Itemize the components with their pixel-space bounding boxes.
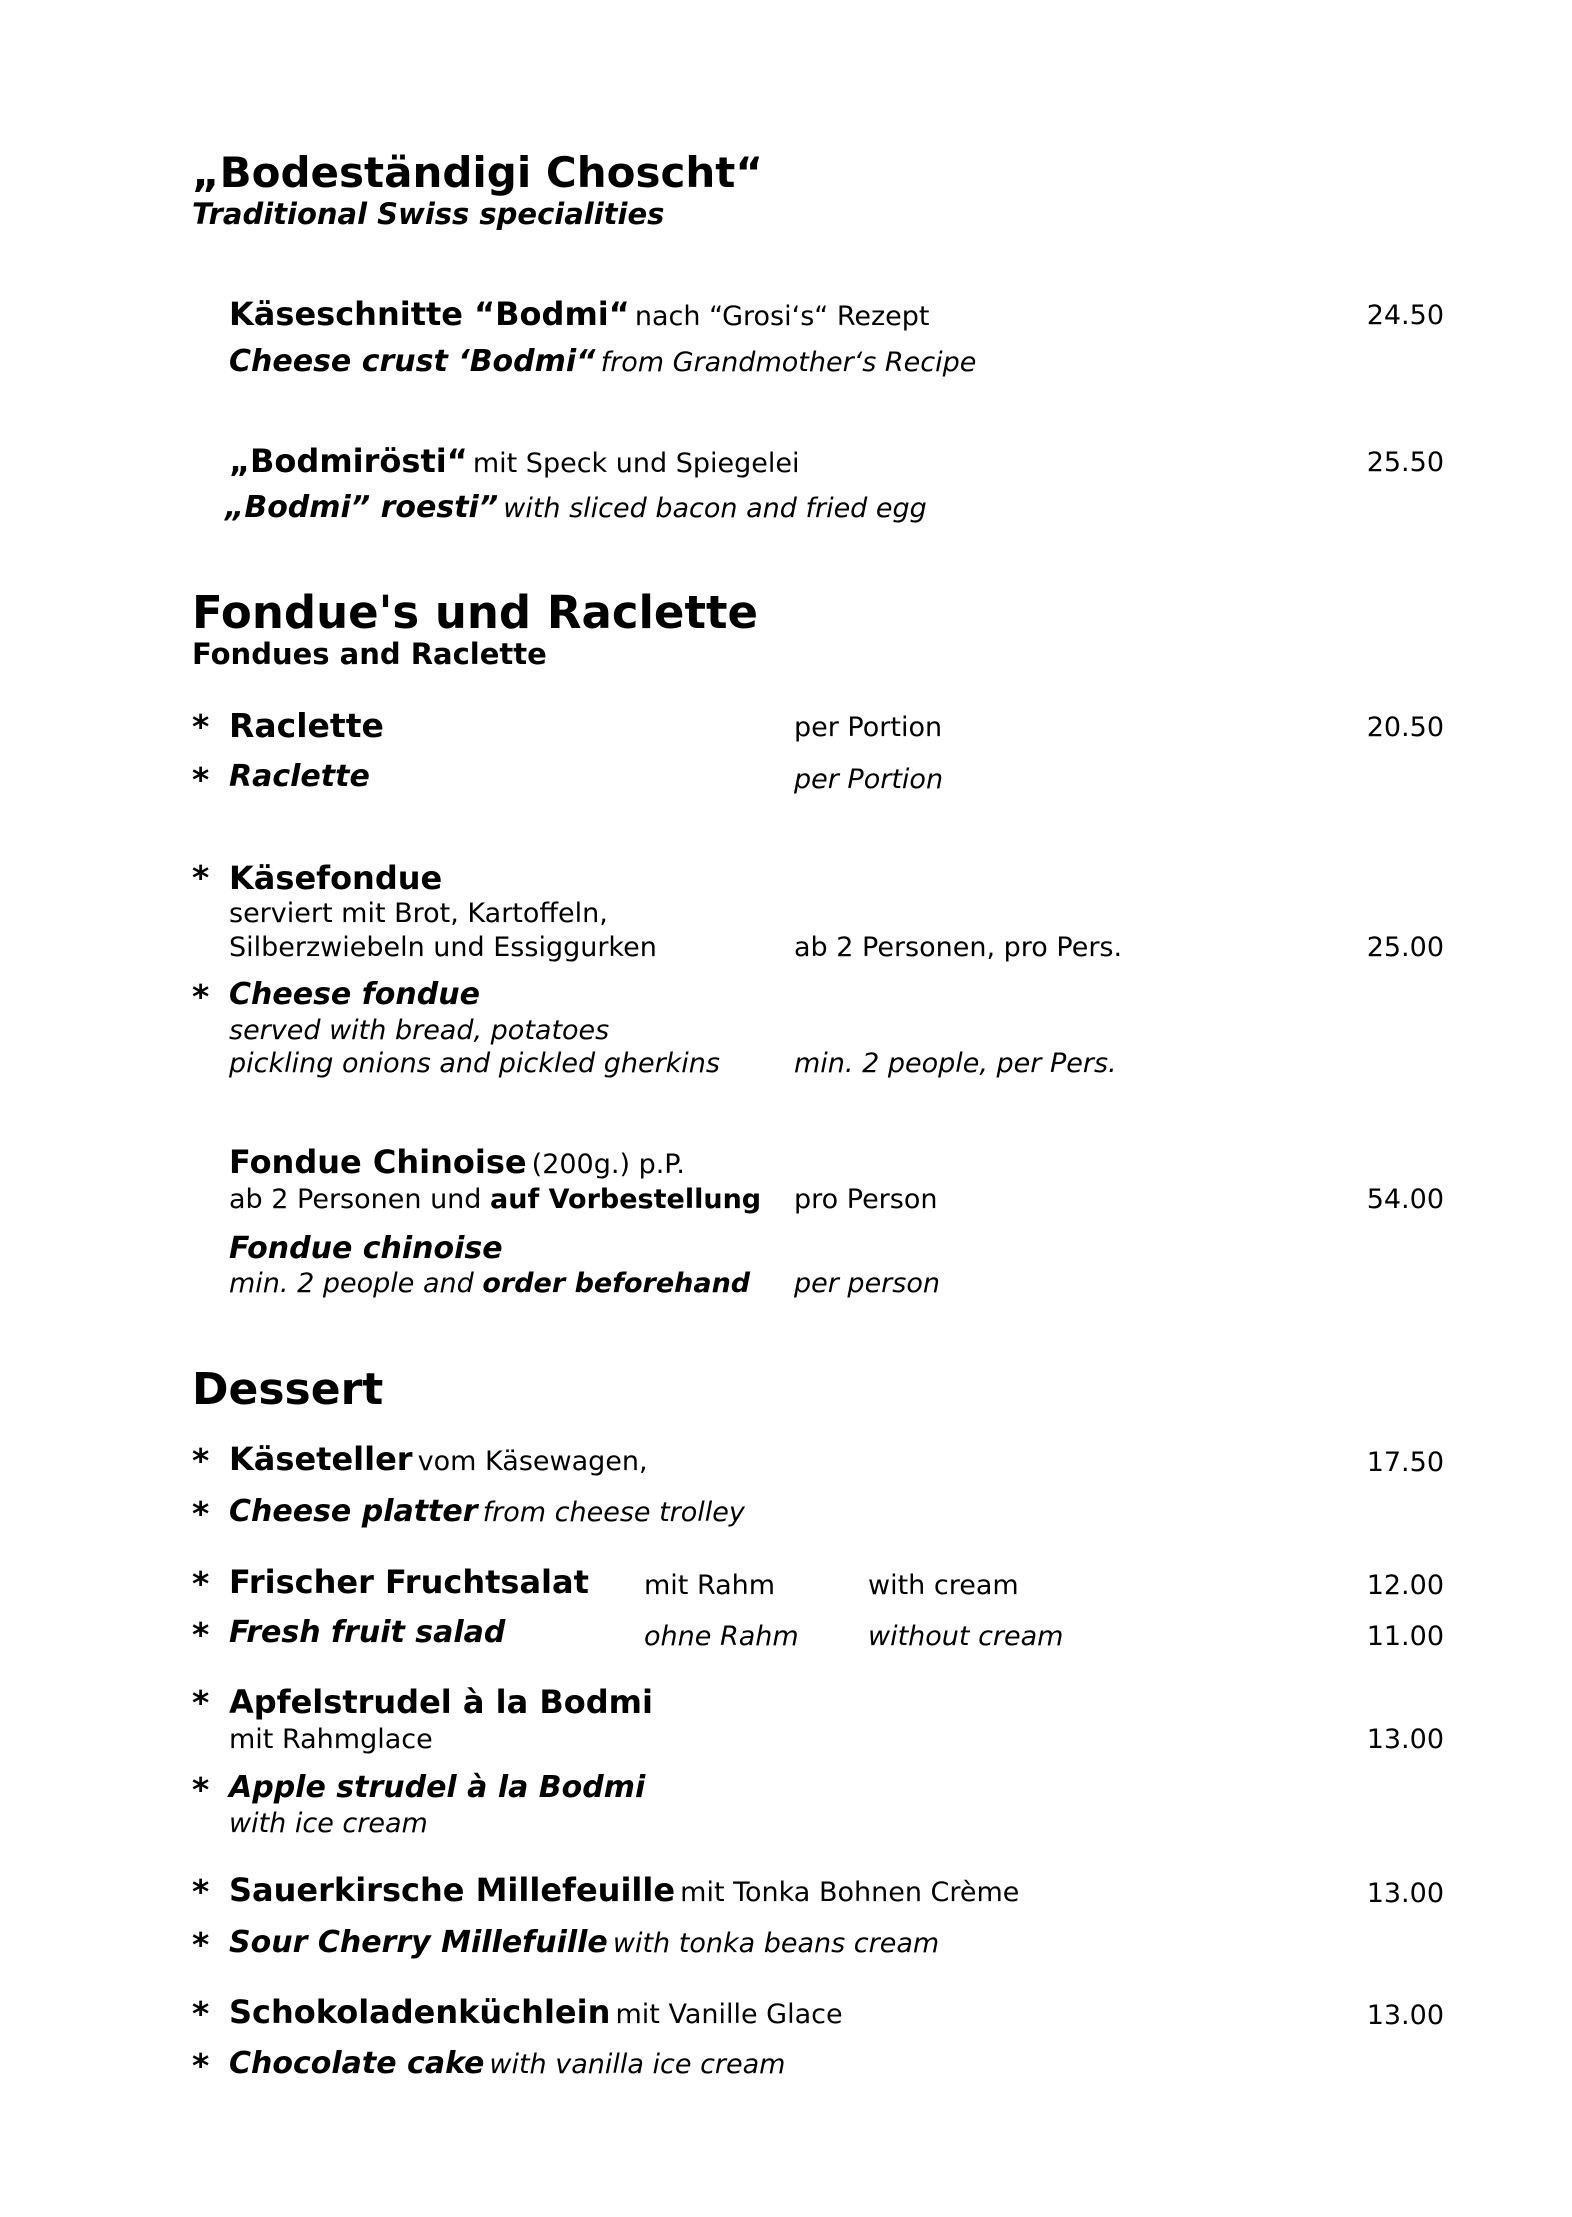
opt-mit-rahm: mit Rahm [644, 1570, 776, 1601]
desc-part: min. 2 people and [229, 1268, 474, 1299]
desc-kaesefondue-line1: serviert mit Brot, Kartoffeln, [229, 898, 608, 929]
star-marker: * [192, 858, 210, 897]
item-desc: mit Speck und Spiegelei [472, 448, 800, 479]
unit-kaesefondue-de: ab 2 Personen, pro Pers. [794, 932, 1123, 963]
opt-ohne-rahm: ohne Rahm [644, 1621, 799, 1652]
menu-item-strudel-de: Apfelstrudel à la Bodmi [229, 1683, 653, 1721]
star-marker: * [192, 1564, 210, 1603]
item-desc: vom Käsewagen, [417, 1446, 648, 1477]
opt-without-cream: without cream [868, 1621, 1064, 1652]
star-marker: * [192, 707, 210, 746]
star-marker: * [192, 760, 210, 799]
star-marker: * [192, 1994, 210, 2033]
item-name: Käseteller [229, 1440, 413, 1478]
desc-cheesefondue-line2: pickling onions and pickled gherkins [229, 1048, 720, 1079]
price-fruchtsalat-ohne: 11.00 [1366, 1621, 1444, 1652]
unit-chinoise-en: per person [794, 1268, 940, 1299]
unit-raclette-de: per Portion [794, 712, 943, 743]
item-name: Schokoladenküchlein [229, 1993, 611, 2031]
item-name: Sauerkirsche Millefeuille [229, 1871, 676, 1909]
star-marker: * [192, 1441, 210, 1480]
price-strudel: 13.00 [1366, 1724, 1444, 1755]
menu-item-chinoise-en: Fondue chinoise [229, 1231, 503, 1266]
item-desc: nach “Grosi‘s“ Rezept [634, 301, 930, 332]
menu-item-millefeuille-de [229, 1871, 1020, 1909]
menu-item-fruchtsalat-de: Frischer Fruchtsalat [229, 1563, 589, 1601]
price-raclette: 20.50 [1366, 712, 1444, 743]
price-roesti: 25.50 [1366, 447, 1444, 478]
menu-item-raclette-de: Raclette [229, 706, 384, 745]
star-marker: * [192, 1770, 210, 1809]
price-fruchtsalat-mit: 12.00 [1366, 1570, 1444, 1601]
item-desc: from Grandmother‘s Recipe [600, 347, 977, 378]
menu-item-kaeseschnitte-en [229, 344, 977, 379]
item-name: Sour Cherry Millefuille [229, 1925, 608, 1960]
price-kuechlein: 13.00 [1366, 2000, 1444, 2031]
menu-item-kaeseteller-de [229, 1440, 648, 1478]
unit-raclette-en: per Portion [794, 764, 944, 795]
item-name: Cheese platter [229, 1494, 478, 1529]
desc-chinoise-de [229, 1186, 761, 1213]
item-name: Fondue Chinoise [229, 1143, 527, 1181]
menu-item-kuechlein-en [229, 2046, 786, 2081]
menu-item-kuechlein-de [229, 1993, 843, 2031]
item-name: „Bodmirösti“ [229, 442, 468, 480]
item-desc: with sliced bacon and fried egg [503, 493, 927, 524]
menu-item-kaesefondue-de: Käsefondue [229, 859, 443, 897]
price-chinoise: 54.00 [1366, 1184, 1444, 1215]
price-kaeseteller: 17.50 [1366, 1447, 1444, 1478]
star-marker: * [192, 1683, 210, 1722]
star-marker: * [192, 1615, 210, 1654]
desc-kaesefondue-line2: Silberzwiebeln und Essiggurken [229, 932, 657, 963]
star-marker: * [192, 2046, 210, 2085]
desc-strudel-de: mit Rahmglace [229, 1724, 433, 1755]
menu-item-kaeseschnitte-de [229, 295, 930, 333]
item-name: Cheese crust ‘Bodmi“ [229, 344, 596, 379]
menu-item-raclette-en: Raclette [229, 759, 370, 794]
unit-kaesefondue-en: min. 2 people, per Pers. [794, 1048, 1117, 1079]
section-subtitle-traditional: Traditional Swiss specialities [192, 197, 665, 231]
desc-cheesefondue-line1: served with bread, potatoes [229, 1015, 610, 1046]
unit-chinoise-de: pro Person [794, 1184, 938, 1215]
price-millefeuille: 13.00 [1366, 1878, 1444, 1909]
menu-item-fruchtsalat-en: Fresh fruit salad [229, 1615, 506, 1650]
item-desc: from cheese trolley [482, 1497, 745, 1528]
item-desc: mit Tonka Bohnen Crème [680, 1877, 1020, 1908]
star-marker: * [192, 1925, 210, 1964]
desc-chinoise-en [229, 1270, 750, 1297]
price-kaesefondue: 25.00 [1366, 932, 1444, 963]
menu-item-kaeseteller-en [229, 1494, 745, 1529]
section-subtitle-fondue: Fondues and Raclette [192, 637, 547, 671]
menu-item-roesti-de [229, 442, 800, 480]
item-desc: with tonka beans cream [612, 1928, 940, 1959]
menu-item-chinoise-de [229, 1143, 685, 1181]
item-name: Käseschnitte “Bodmi“ [229, 295, 630, 333]
item-desc: with vanilla ice cream [489, 2049, 786, 2080]
menu-item-roesti-en [225, 490, 927, 525]
desc-emphasis: order beforehand [482, 1268, 751, 1299]
item-qty: (200g.) p.P. [531, 1149, 685, 1180]
star-marker: * [192, 1872, 210, 1911]
opt-with-cream: with cream [868, 1570, 1019, 1601]
desc-emphasis: auf Vorbestellung [490, 1184, 762, 1215]
star-marker: * [192, 1494, 210, 1533]
desc-part: ab 2 Personen und [229, 1184, 482, 1215]
section-title-fondue: Fondue's und Raclette [192, 586, 758, 639]
section-title-dessert: Dessert [192, 1364, 384, 1415]
price-kaeseschnitte: 24.50 [1366, 300, 1444, 331]
section-title-traditional: „Bodeständigi Choscht“ [192, 148, 763, 197]
item-desc: mit Vanille Glace [615, 1999, 843, 2030]
item-name: „Bodmi” roesti” [225, 490, 499, 525]
menu-item-millefeuille-en [229, 1925, 940, 1960]
star-marker: * [192, 977, 210, 1016]
menu-item-kaesefondue-en: Cheese fondue [229, 977, 480, 1012]
menu-item-strudel-en: Apple strudel à la Bodmi [229, 1770, 646, 1805]
desc-strudel-en: with ice cream [229, 1808, 428, 1839]
item-name: Chocolate cake [229, 2046, 485, 2081]
